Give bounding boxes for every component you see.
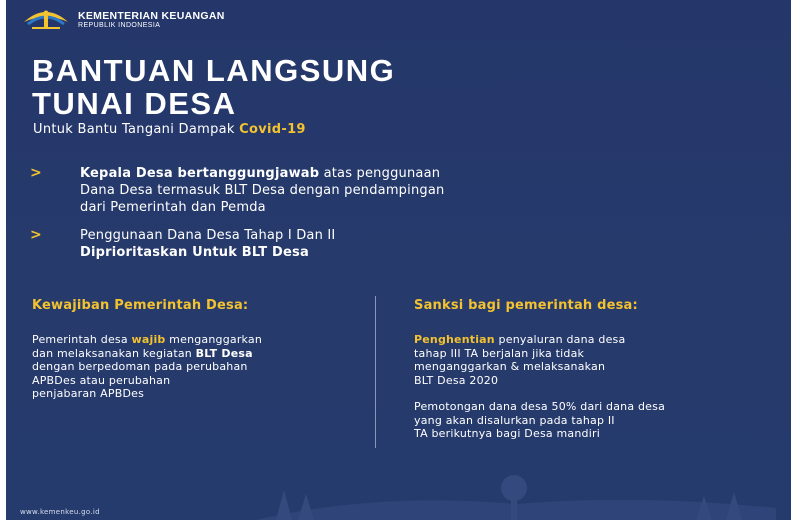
subtitle: [33, 122, 306, 137]
left-column-heading: Kewajiban Pemerintah Desa:: [32, 298, 249, 313]
footer-url[interactable]: www.kemenkeu.go.id: [20, 508, 100, 516]
title-line-1: BANTUAN LANGSUNG: [32, 53, 396, 88]
left-column-body: [32, 333, 262, 401]
right-text: tahap III TA berjalan jika tidak: [414, 346, 585, 360]
bullet-1-line-2: Dana Desa termasuk BLT Desa dengan pendampingan: [80, 183, 445, 198]
left-text: Pemerintah desa: [32, 333, 132, 346]
right-text: penyaluran dana desa: [494, 333, 626, 346]
title-line-2: TUNAI DESA: [32, 86, 237, 121]
chevron-right-icon: >: [30, 165, 42, 181]
right-text: TA berikutnya bagi Desa mandiri: [414, 427, 600, 440]
subtitle-prefix: Untuk Bantu Tangani Dampak: [33, 122, 240, 137]
header-logo: [22, 8, 225, 32]
kemenkeu-emblem-icon: [22, 8, 70, 32]
column-divider: [375, 296, 376, 448]
left-bold: BLT Desa: [195, 346, 253, 360]
left-text: APBDes atau perubahan: [32, 373, 171, 387]
right-text: BLT Desa 2020: [414, 373, 499, 387]
trees-silhouette-icon: [256, 470, 776, 520]
right-column-heading: Sanksi bagi pemerintah desa:: [414, 298, 638, 313]
right-text: Pemotongan dana desa 50% dari dana desa: [414, 400, 666, 413]
right-bold: Penghentian: [414, 333, 495, 346]
bullet-2-bold: Diprioritaskan Untuk BLT Desa: [80, 245, 309, 260]
org-subtitle: REPUBLIK INDONESIA: [78, 21, 161, 29]
left-text: dan melaksanakan kegiatan: [32, 346, 196, 360]
page-title: [32, 54, 395, 120]
subtitle-highlight: Covid-19: [239, 122, 306, 137]
bullet-1-bold: Kepala Desa bertanggungjawab: [80, 166, 320, 181]
org-name: KEMENTERIAN KEUANGAN: [78, 9, 225, 22]
bullet-item-2: [30, 227, 640, 261]
bullet-2-line-1: Penggunaan Dana Desa Tahap I Dan II: [80, 228, 336, 243]
right-text: menganggarkan & melaksanakan: [414, 360, 606, 373]
left-text: menganggarkan: [165, 333, 263, 346]
right-text: yang akan disalurkan pada tahap II: [414, 413, 615, 427]
left-bold: wajib: [131, 333, 166, 346]
bullet-1-rest: atas penggunaan: [319, 166, 441, 181]
chevron-right-icon: >: [30, 227, 42, 243]
left-text: penjabaran APBDes: [32, 387, 145, 400]
bullet-item-1: [30, 165, 640, 216]
left-text: dengan berpedoman pada perubahan: [32, 360, 248, 373]
bullet-1-line-3: dari Pemerintah dan Pemda: [80, 200, 266, 215]
infographic-canvas: [6, 0, 791, 520]
right-column-body: [414, 333, 665, 441]
